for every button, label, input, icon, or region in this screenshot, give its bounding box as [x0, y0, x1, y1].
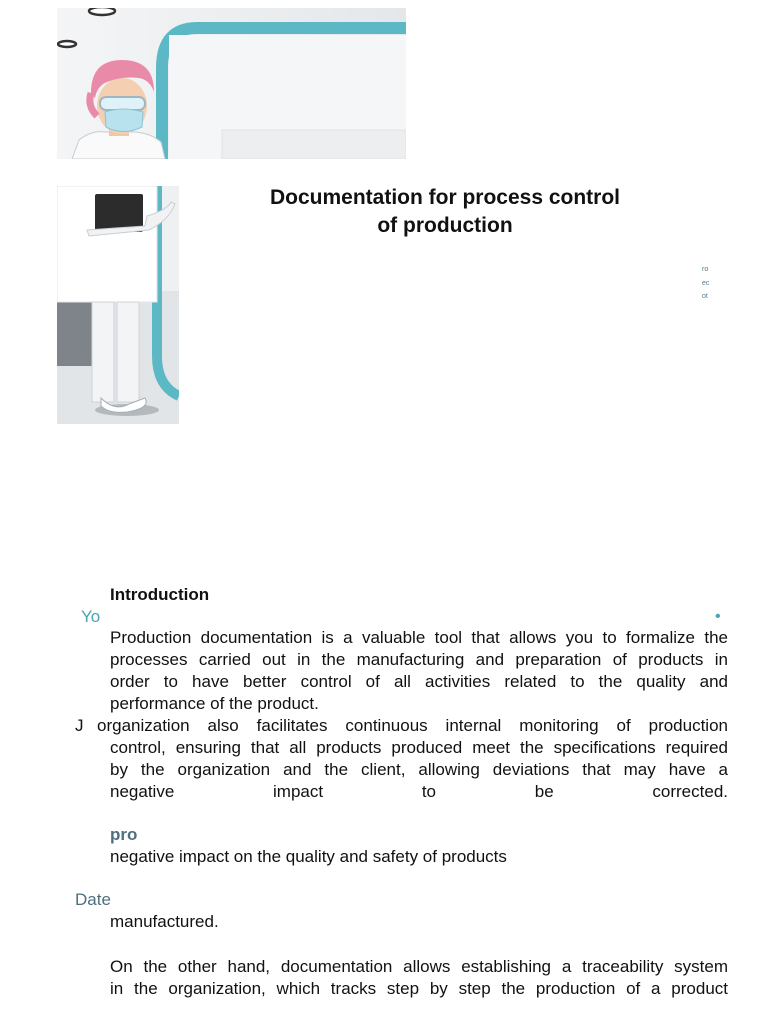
- paragraph-3-line: On the other hand, documentation allows establishing a traceability system: [110, 957, 728, 976]
- title-line-1: Documentation for process control: [269, 186, 621, 209]
- quality-safety-line: negative impact on the quality and safety of products: [110, 847, 507, 866]
- paragraph-1-line: processes carried out in the manufacturing and preparation of products in: [110, 650, 728, 669]
- word: impact: [273, 782, 324, 801]
- paragraph-2-last-line: [110, 781, 728, 803]
- paragraph-1-line: Production documentation is a valuable tool that allows you to formalize the: [110, 628, 728, 647]
- paragraph-1-line: performance of the product.: [110, 694, 319, 713]
- paragraph-2-line: control, ensuring that all products produced meet the specifications required: [110, 738, 728, 757]
- paragraph-2-first-line: [97, 715, 728, 737]
- paragraph-3: [110, 956, 728, 1000]
- document-title: [230, 184, 660, 240]
- side-note-1: ro: [702, 266, 709, 273]
- illustration-nurse-bottom: [57, 186, 179, 424]
- margin-label-pro: pro: [110, 825, 138, 844]
- paragraph-2: [110, 737, 728, 803]
- illustration-nurse-top: [57, 8, 406, 159]
- paragraph-1: [110, 627, 728, 715]
- paragraph-2-line: organization also facilitates continuous internal monitoring of production: [97, 716, 728, 735]
- section-heading-introduction: Introduction: [110, 585, 210, 604]
- paragraph-3-line: in the organization, which tracks step by step the production of a product: [110, 979, 728, 998]
- title-line-2: of production: [377, 214, 513, 237]
- side-note-3: ot: [702, 293, 708, 300]
- paragraph-2-line: by the organization and the client, allowing deviations that may have a: [110, 760, 728, 779]
- side-note-2: ec: [702, 280, 710, 287]
- paragraph-1-line: order to have better control of all activities related to the quality and: [110, 672, 728, 691]
- margin-label-yo: Yo: [81, 607, 101, 626]
- manufactured-line: manufactured.: [110, 912, 219, 931]
- word: corrected.: [652, 782, 728, 801]
- word: to: [421, 782, 437, 801]
- margin-label-date: Date: [75, 890, 111, 909]
- margin-label-j: J: [75, 716, 84, 735]
- margin-bullet: •: [715, 608, 721, 625]
- word: be: [534, 782, 554, 801]
- word: negative: [110, 782, 175, 801]
